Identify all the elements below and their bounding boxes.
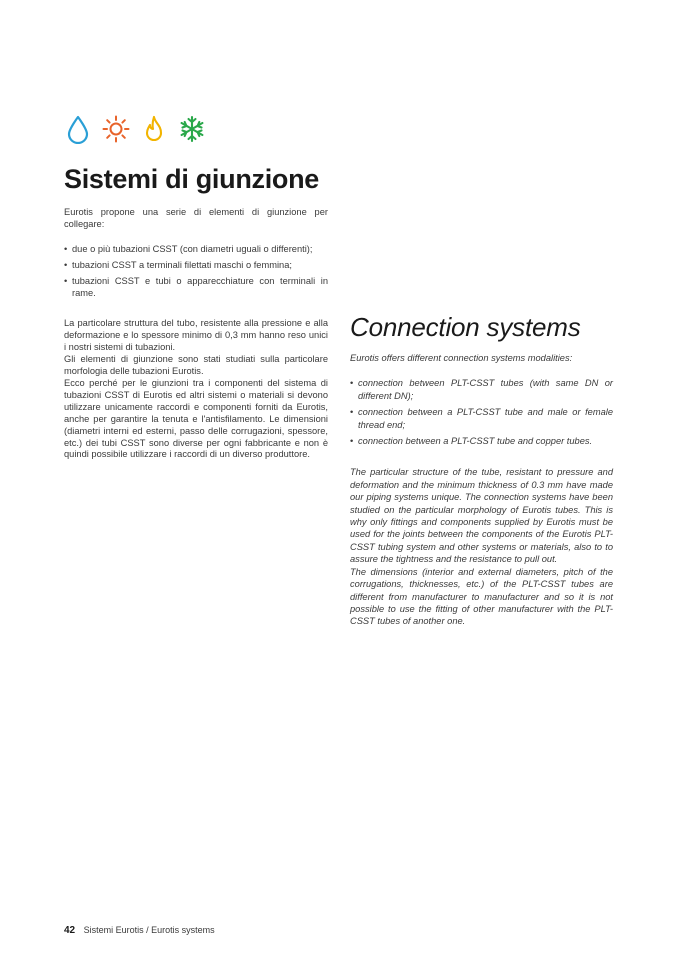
bullet-list-english [350, 377, 613, 447]
body-english [350, 466, 613, 627]
list-item: • tubazioni CSST a terminali filettati maschi o femmina; [64, 260, 328, 272]
application-icons [64, 114, 206, 144]
water-drop-icon [64, 114, 92, 144]
list-item: • due o più tubazioni CSST (con diametri uguali o differenti); [64, 244, 328, 256]
list-item: • tubazioni CSST e tubi o apparecchiature con terminali in rame. [64, 276, 328, 300]
list-item: • connection between a PLT-CSST tube and copper tubes. [350, 435, 613, 447]
page-number: 42 [64, 925, 76, 936]
snowflake-icon [178, 114, 206, 144]
page-footer [64, 925, 215, 936]
footer-section: Sistemi Eurotis / Eurotis systems [83, 925, 215, 935]
intro-italian: Eurotis propone una serie di elementi di giunzione per collegare: [64, 207, 328, 229]
paragraph: La particolare struttura del tubo, resistente alla pressione e alla deformazione e lo spessore minimo di 0,3 mm hanno reso unici i nostri sistemi di tubazioni. [64, 318, 328, 353]
title-italian: Sistemi di giunzione [64, 164, 320, 194]
english-column [350, 352, 613, 628]
bullet-list-italian [64, 244, 328, 300]
title-english: Connection systems [350, 312, 581, 342]
list-item: • connection between PLT-CSST tubes (with same DN or different DN); [350, 377, 613, 402]
sun-icon [102, 114, 130, 144]
flame-icon [140, 114, 168, 144]
paragraph: The particular structure of the tube, resistant to pressure and deformation and the minimum thickness of 0.3 mm have made our piping systems unique. The connection systems have been studied on the particular morphology of Eurotis tubes. This is why only fittings and components supplied by Eurotis must be used for the joints between the components of the Eurotis PLT-CSST tubing system and other systems or materials, also to to assure the tightness and the resistance to pull out. [350, 467, 613, 565]
paragraph: Ecco perché per le giunzioni tra i componenti del sistema di tubazioni CSST di Eurotis ed altri sistemi o materiali si devono utilizzare unicamente raccordi e componenti forniti da Eurotis, anche per garantire la tenuta e l'antisfilamento. Le dimensioni (diametri interni ed esterni, passo delle corrugazioni, spessore, etc.) dei tubi CSST sono diverse per ogni fabbricante e non è quindi possibile utilizzare i raccordi di un diverso produttore. [64, 377, 328, 460]
paragraph: The dimensions (interior and external diameters, pitch of the corrugations, thicknesses, etc.) of the PLT-CSST tubes are different from manufacturer to manufacturer and so it is not possible to use the fitting of other manufacturer with the PLT-CSST tubes of another one. [350, 566, 613, 627]
intro-english: Eurotis offers different connection systems modalities: [350, 353, 573, 363]
italian-column [64, 207, 328, 461]
paragraph: Gli elementi di giunzione sono stati studiati sulla particolare morfologia delle tubazioni Eurotis. [64, 354, 328, 377]
list-item: • connection between a PLT-CSST tube and male or female thread end; [350, 406, 613, 431]
body-italian [64, 318, 328, 461]
